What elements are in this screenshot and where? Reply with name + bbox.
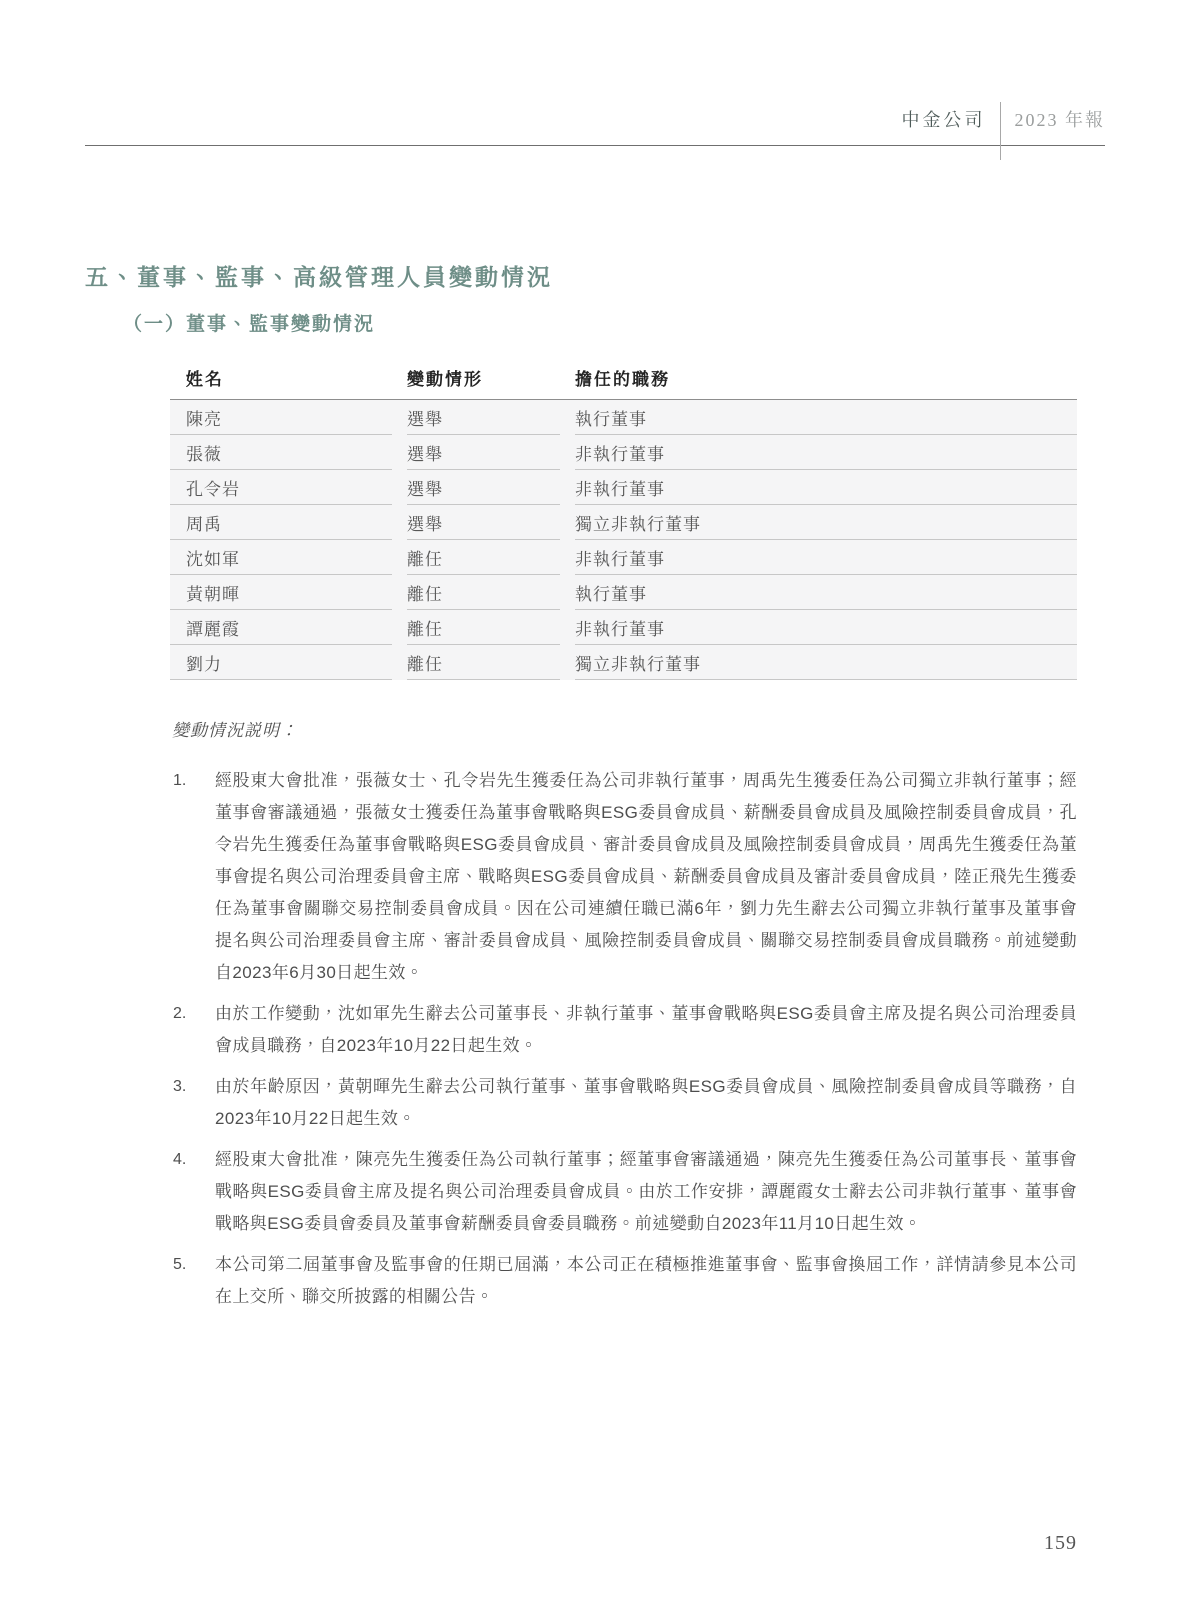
page-header [85, 0, 1105, 146]
directors-change-table [170, 355, 1077, 680]
cell-name: 沈如軍 [170, 540, 392, 575]
section-subtitle: （一）董事、監事變動情況 [123, 314, 376, 335]
cell-position: 非執行董事 [575, 470, 1077, 505]
cell-position: 執行董事 [575, 400, 1077, 435]
table-row [170, 400, 1077, 435]
cell-position: 獨立非執行董事 [575, 505, 1077, 540]
cell-name: 孔令岩 [170, 470, 392, 505]
cell-name: 陳亮 [170, 400, 392, 435]
cell-change: 離任 [407, 575, 560, 610]
cell-position: 獨立非執行董事 [575, 645, 1077, 680]
section-title: 五、董事、監事、高級管理人員變動情況 [85, 264, 553, 290]
column-header-name: 姓名 [186, 370, 224, 389]
note-text: 經股東大會批准，陳亮先生獲委任為公司執行董事；經董事會審議通過，陳亮先生獲委任為公司董事長、董事會戰略與ESG委員會主席及提名與公司治理委員會成員。由於工作安排，譚麗霞女士辭去公司非執行董事、董事會戰略與ESG委員會委員及董事會薪酬委員會委員職務。前述變動自2023年11月10日起生效。 [215, 1150, 1077, 1233]
cell-change: 選舉 [407, 435, 560, 470]
cell-position: 執行董事 [575, 575, 1077, 610]
table-body [170, 400, 1077, 680]
cell-change: 選舉 [407, 505, 560, 540]
table-row [170, 435, 1077, 470]
note-number: 2. [173, 1005, 187, 1022]
cell-position: 非執行董事 [575, 540, 1077, 575]
column-header-change: 變動情形 [407, 370, 483, 389]
note-number: 3. [173, 1078, 187, 1095]
note-text: 經股東大會批准，張薇女士、孔令岩先生獲委任為公司非執行董事，周禹先生獲委任為公司獨立非執行董事；經董事會審議通過，張薇女士獲委任為董事會戰略與ESG委員會成員、薪酬委員會成員及風險控制委員會成員，孔令岩先生獲委任為董事會戰略與ESG委員會成員、審計委員會成員及風險控制委員會成員，周禹先生獲委任為董事會提名與公司治理委員會主席、戰略與ESG委員會成員、薪酬委員會成員及審計委員會成員，陸正飛先生獲委任為董事會關聯交易控制委員會成員。因在公司連續任職已滿6年，劉力先生辭去公司獨立非執行董事及董事會提名與公司治理委員會主席、審計委員會成員、風險控制委員會成員、關聯交易控制委員會成員職務。前述變動自2023年6月30日起生效。 [215, 771, 1077, 982]
column-header-position: 擔任的職務 [575, 370, 670, 389]
note-item [173, 998, 1077, 1062]
company-name: 中金公司 [901, 110, 986, 130]
header-divider [1000, 102, 1001, 160]
note-number: 1. [173, 772, 187, 789]
table-row [170, 645, 1077, 680]
cell-position: 非執行董事 [575, 435, 1077, 470]
page-number: 159 [1044, 1532, 1077, 1554]
note-item [173, 765, 1077, 989]
note-text: 由於工作變動，沈如軍先生辭去公司董事長、非執行董事、董事會戰略與ESG委員會主席及提名與公司治理委員會成員職務，自2023年10月22日起生效。 [215, 1004, 1077, 1055]
cell-change: 離任 [407, 540, 560, 575]
table-row [170, 505, 1077, 540]
cell-change: 選舉 [407, 470, 560, 505]
cell-name: 張薇 [170, 435, 392, 470]
note-item [173, 1071, 1077, 1135]
table-row [170, 575, 1077, 610]
notes-label: 變動情況説明： [172, 721, 298, 740]
cell-change: 選舉 [407, 400, 560, 435]
cell-change: 離任 [407, 645, 560, 680]
note-text: 由於年齡原因，黃朝暉先生辭去公司執行董事、董事會戰略與ESG委員會成員、風險控制委員會成員等職務，自2023年10月22日起生效。 [215, 1077, 1077, 1128]
table-header-row [170, 355, 1077, 400]
note-number: 4. [173, 1151, 187, 1168]
report-year-label: 2023 年報 [1014, 110, 1105, 130]
table-row [170, 610, 1077, 645]
cell-change: 離任 [407, 610, 560, 645]
notes-list [173, 765, 1077, 1313]
cell-name: 黃朝暉 [170, 575, 392, 610]
note-item [173, 1144, 1077, 1240]
table-row [170, 470, 1077, 505]
note-number: 5. [173, 1256, 187, 1273]
cell-name: 譚麗霞 [170, 610, 392, 645]
note-text: 本公司第二屆董事會及監事會的任期已屆滿，本公司正在積極推進董事會、監事會換屆工作，詳情請參見本公司在上交所、聯交所披露的相關公告。 [215, 1255, 1077, 1306]
cell-name: 劉力 [170, 645, 392, 680]
cell-position: 非執行董事 [575, 610, 1077, 645]
table-row [170, 540, 1077, 575]
note-item [173, 1249, 1077, 1313]
cell-name: 周禹 [170, 505, 392, 540]
